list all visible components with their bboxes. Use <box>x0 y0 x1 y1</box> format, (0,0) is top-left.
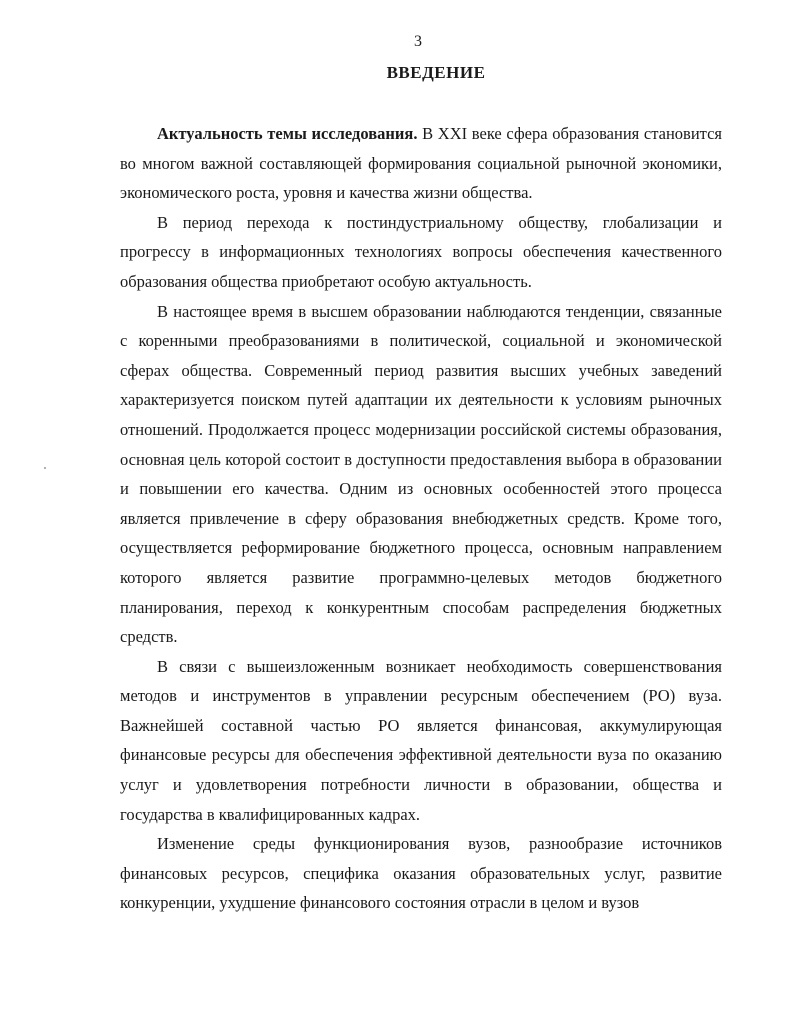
scan-speck <box>44 467 46 469</box>
paragraph-1-text: В XXI веке сфера образования становится во многом важной составляющей формирования социальной рыночной экономики, экономического роста, уровня и качества жизни общества. <box>120 124 722 203</box>
paragraph-4: В связи с вышеизложенным возникает необходимость совершенствования методов и инструментов в управлении ресурсным обеспечением (РО) вуза. Важнейшей составной частью РО является финансовая, аккумулирующая финансовые ресурсы для обеспечения эффективной деятельности вуза по оказанию услуг и удовлетворения потребности личности в образовании, общества и государства в квалифицированных кадрах. <box>120 656 722 824</box>
paragraph-3: В настоящее время в высшем образовании наблюдаются тенденции, связанные с коренными преобразованиями в политической, социальной и экономической сферах общества. Современный период развития высших учебных заведений характеризуется поиском путей адаптации их деятельности к условиям рыночных отношений. Продолжается процесс модернизации российской системы образования, основная цель которой состоит в доступности предоставления выбора в образовании и повышении его качества. Одним из основных особенностей этого процесса является привлечение в сферу образования внебюджетных средств. Кроме того, осуществляется реформирование бюджетного процесса, основным направлением которого является развитие программно-целевых методов бюджетного планирования, переход к конкурентным способам распределения бюджетных средств. <box>120 301 722 647</box>
paragraph-2: В период перехода к постиндустриальному обществу, глобализации и прогрессу в информационных технологиях вопросы обеспечения качественного образования общества приобретают особую актуальность. <box>120 212 722 291</box>
body-text <box>120 119 722 918</box>
paragraph-1 <box>120 119 722 208</box>
paragraph-5: Изменение среды функционирования вузов, разнообразие источников финансовых ресурсов, специфика оказания образовательных услуг, развитие конкуренции, ухудшение финансового состояния отрасли в целом и вузов <box>120 834 722 913</box>
section-heading: ВВЕДЕНИЕ <box>386 63 486 82</box>
page-number: 3 <box>414 33 422 50</box>
paragraph-1-lead: Актуальность темы исследования. <box>157 124 418 143</box>
